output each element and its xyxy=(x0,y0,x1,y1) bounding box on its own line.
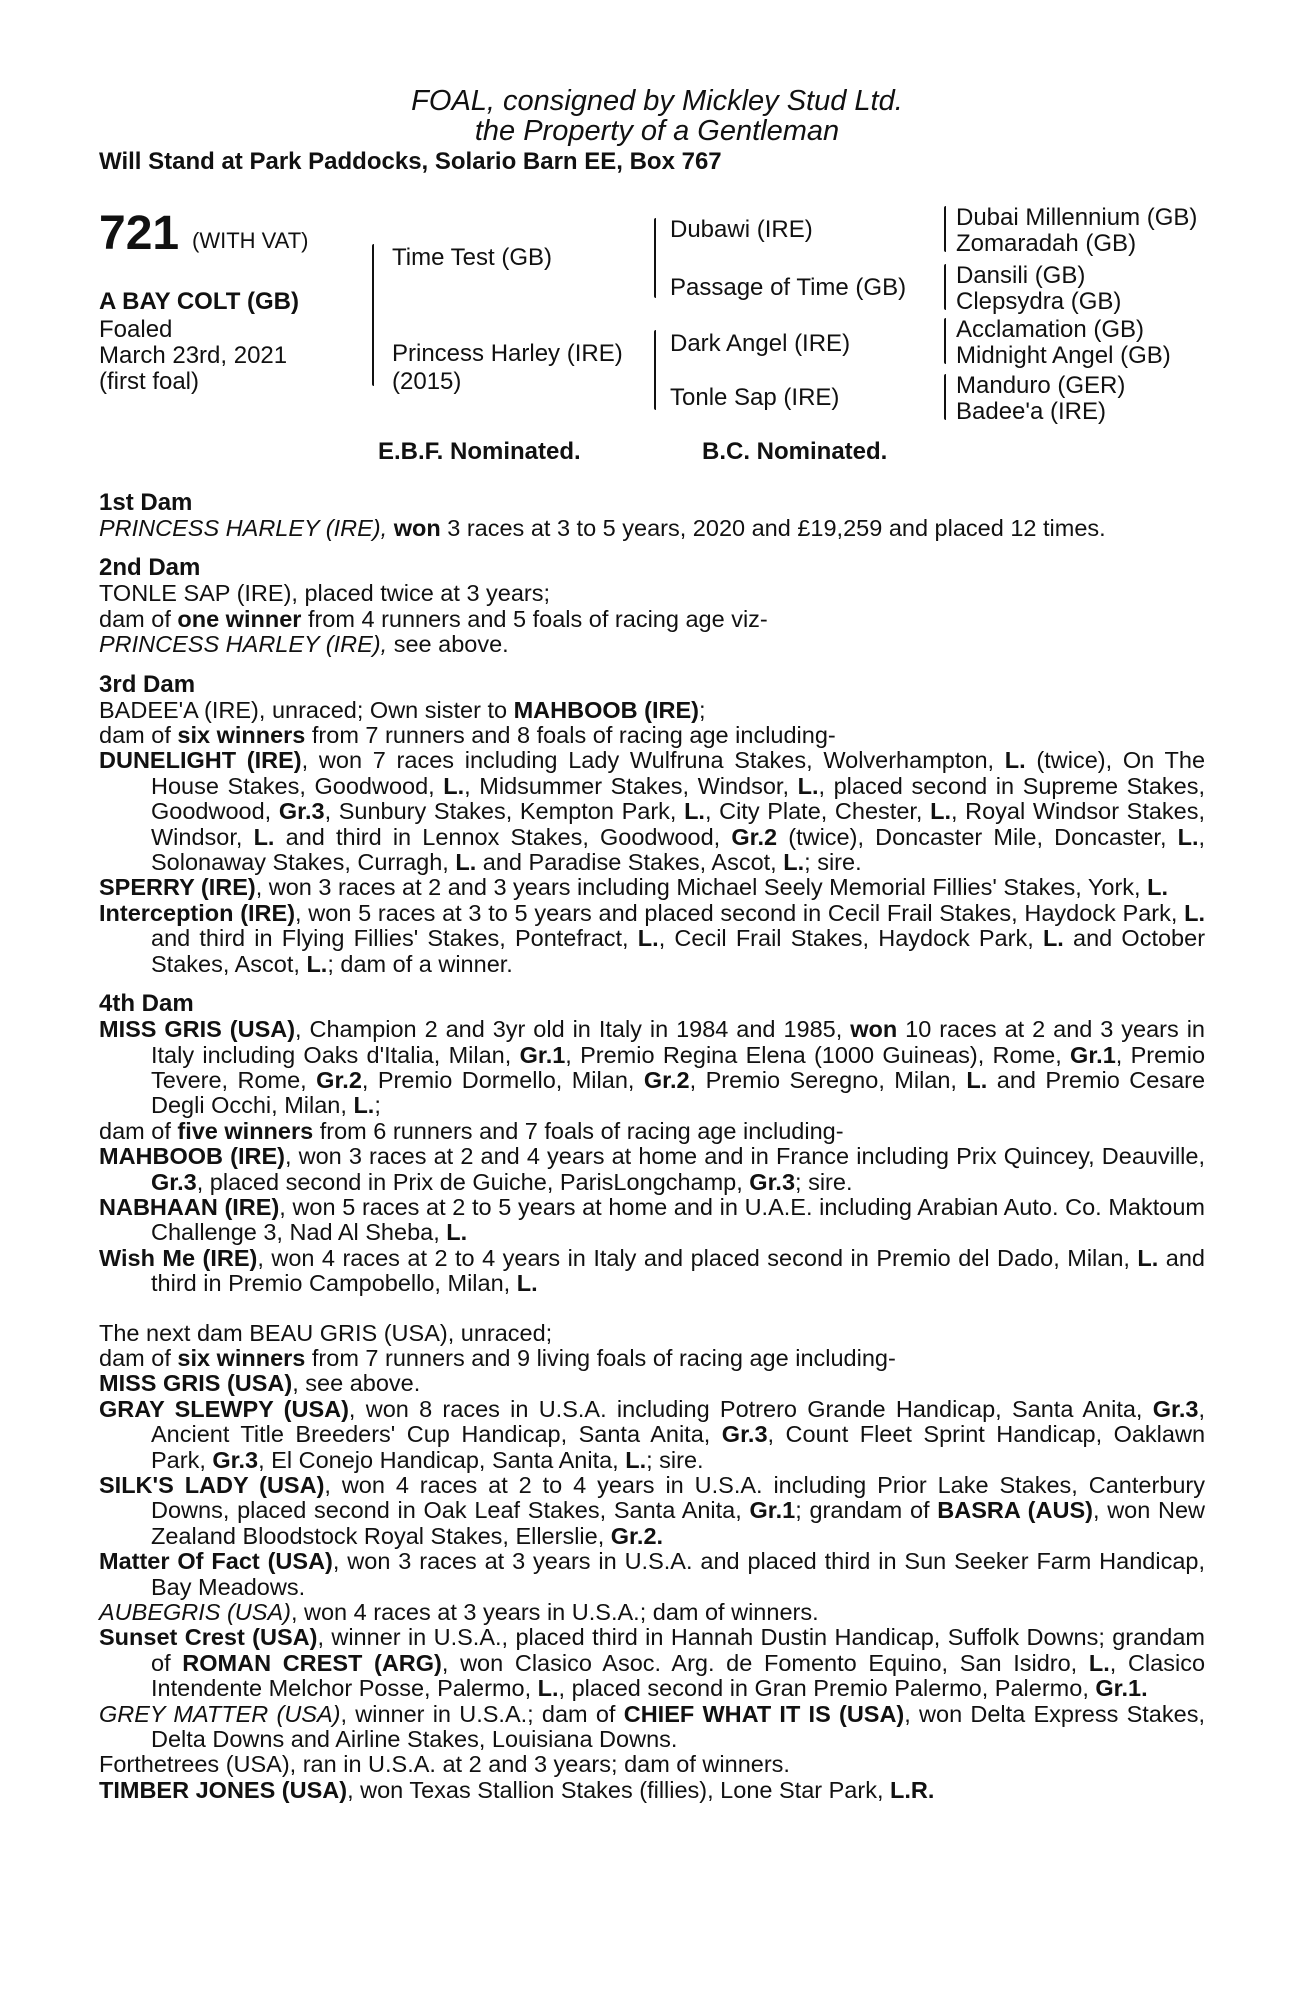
text-fragment: , won 3 races at 2 and 3 years including Michael Seely Memorial Fillies' Stakes, York, xyxy=(255,874,1141,901)
text-fragment: L. xyxy=(1004,747,1026,774)
text-fragment: from 4 runners and 5 foals of racing age viz- xyxy=(307,605,768,632)
produce-entry xyxy=(99,1246,1205,1297)
pedigree-brace-3c xyxy=(944,318,946,364)
text-fragment: L. xyxy=(684,798,705,825)
produce-entry xyxy=(99,1625,1205,1701)
gg-sire-3: Acclamation (GB) xyxy=(956,316,1145,343)
fourth-dam-title: 4th Dam xyxy=(99,990,194,1018)
text-fragment: L. xyxy=(1042,925,1064,952)
text-fragment: L. xyxy=(930,798,951,825)
pedigree-brace-2a xyxy=(654,218,656,298)
text-fragment: , Premio Dormello, Milan, xyxy=(361,1066,635,1093)
text-fragment: and third in Flying Fillies' Stakes, Pontefract, xyxy=(151,925,629,952)
foaled-label: Foaled xyxy=(99,316,173,343)
text-fragment: L. xyxy=(1137,1244,1159,1271)
text-fragment: L. xyxy=(443,772,465,799)
produce-entry xyxy=(99,1600,1205,1625)
winner-count: six winners xyxy=(177,1344,306,1371)
pedigree-brace-3a xyxy=(944,206,946,252)
text-fragment: see above. xyxy=(393,631,509,658)
text-fragment: , Premio Tevere, Rome, xyxy=(151,1041,1206,1093)
text-fragment: , winner in U.S.A., placed third in Hannah Dustin Handicap, Suffolk Downs; grandam of xyxy=(151,1624,1205,1676)
produce-entry xyxy=(99,1195,1205,1246)
text-fragment: , winner in U.S.A.; dam of xyxy=(340,1700,616,1727)
text-fragment: dam of xyxy=(99,722,171,749)
text-fragment: L. xyxy=(783,849,805,876)
text-fragment: , Champion 2 and 3yr old in Italy in 1984 and 1985, xyxy=(295,1016,843,1043)
produce-name: PRINCESS HARLEY (IRE), xyxy=(99,631,388,658)
text-fragment: L. xyxy=(253,823,275,850)
text-fragment: ; grandam of xyxy=(795,1497,930,1524)
next-dam-line-2 xyxy=(99,1346,1205,1371)
text-fragment: and Premio Cesare Degli Occhi, Milan, xyxy=(151,1066,1206,1119)
text-fragment: L. xyxy=(797,772,819,799)
sire-sire-name: Dubawi (IRE) xyxy=(670,216,813,243)
text-fragment: Gr.3 xyxy=(151,1168,197,1195)
text-fragment: L. xyxy=(353,1092,375,1119)
text-fragment: 10 races at 2 and 3 years in Italy including Oaks d'Italia, Milan, xyxy=(151,1016,1205,1068)
text-fragment: , won 5 races at 3 to 5 years and placed second in Cecil Frail Stakes, Haydock Park, xyxy=(295,899,1178,926)
winner-count: one winner xyxy=(177,605,302,632)
text-fragment: . xyxy=(1141,1675,1148,1702)
sire-name: Time Test (GB) xyxy=(392,244,553,271)
pedigree-brace-2b xyxy=(654,330,656,410)
winner-count: five winners xyxy=(177,1117,314,1144)
text-fragment: Gr.3 xyxy=(721,1421,768,1448)
text-fragment: , Midsummer Stakes, Windsor, xyxy=(464,772,789,799)
text-fragment: L. xyxy=(1147,874,1168,901)
produce-name: DUNELIGHT (IRE) xyxy=(99,747,302,774)
horse-name: MAHBOOB (IRE) xyxy=(513,696,699,723)
text-fragment: , won 4 races at 2 to 4 years in U.S.A. including Prior Lake Stakes, Canterbury Downs, placed second in Oak Leaf Stakes, Santa Anita, xyxy=(151,1472,1205,1524)
text-fragment: , see above. xyxy=(292,1370,421,1397)
produce-entry xyxy=(99,1549,1205,1600)
text-fragment: , El Conejo Handicap, Santa Anita, xyxy=(258,1446,619,1473)
text-fragment: L. xyxy=(1177,823,1199,850)
ebf-nomination: E.B.F. Nominated. xyxy=(378,438,581,465)
produce-entry xyxy=(99,1473,1205,1549)
text-fragment: L. xyxy=(1184,899,1205,926)
produce-entry xyxy=(99,1397,1205,1473)
first-dam-name: PRINCESS HARLEY (IRE), xyxy=(99,515,388,541)
text-fragment: Gr.3 xyxy=(749,1168,796,1195)
horse-name: BASRA (AUS) xyxy=(937,1497,1093,1524)
text-fragment: ; sire. xyxy=(646,1446,704,1473)
bc-nomination: B.C. Nominated. xyxy=(702,438,888,465)
text-fragment: , Ancient Title Breeders' Cup Handicap, Santa Anita, xyxy=(151,1395,1205,1448)
text-fragment: (twice), Doncaster Mile, Doncaster, xyxy=(788,823,1167,850)
foal-note: (first foal) xyxy=(99,368,200,395)
text-fragment: Gr.2 xyxy=(643,1066,690,1093)
produce-entry xyxy=(99,875,1205,900)
text-fragment: Gr.3 xyxy=(212,1446,259,1473)
text-fragment: , won Texas Stallion Stakes (fillies), Lone Star Park, xyxy=(347,1776,884,1803)
produce-name: Sunset Crest (USA) xyxy=(99,1624,318,1651)
dam-name: Princess Harley (IRE) xyxy=(392,340,623,367)
text-fragment: , won 5 races at 2 to 5 years at home and in U.A.E. including Arabian Auto. Co. Maktoum Challenge 3, Nad Al Sheba, xyxy=(151,1193,1205,1246)
fourth-dam-line-2 xyxy=(99,1119,1205,1144)
text-fragment: , Solonaway Stakes, Curragh, xyxy=(151,823,1206,876)
horse-name: ROMAN CREST (ARG) xyxy=(182,1649,442,1676)
first-dam-record: 3 races at 3 to 5 years, 2020 and £19,259 and placed 12 times. xyxy=(447,515,1106,541)
text-fragment: L. xyxy=(625,1446,647,1473)
produce-name: SILK'S LADY (USA) xyxy=(99,1472,325,1498)
text-fragment: L. xyxy=(455,849,477,876)
text-fragment: ; sire. xyxy=(804,849,862,876)
text-fragment: L. xyxy=(537,1675,559,1702)
lot-title: A BAY COLT (GB) xyxy=(99,288,300,315)
text-fragment: L. xyxy=(637,925,659,952)
produce-name: NABHAAN (IRE) xyxy=(99,1193,280,1220)
text-fragment: , placed second in Prix de Guiche, ParisLongchamp, xyxy=(196,1168,743,1195)
second-dam-produce xyxy=(99,632,1205,657)
produce-entry xyxy=(99,901,1205,977)
text-fragment: Gr.2 xyxy=(731,823,778,850)
text-fragment: Gr.1 xyxy=(519,1041,566,1068)
text-fragment: and October Stakes, Ascot, xyxy=(151,925,1206,977)
text-fragment: Gr.1 xyxy=(1095,1675,1142,1702)
produce-name: MISS GRIS (USA) xyxy=(99,1370,293,1397)
horse-name: CHIEF WHAT IT IS (USA) xyxy=(623,1700,905,1727)
foaled-date: March 23rd, 2021 xyxy=(99,342,288,369)
second-dam-line-2 xyxy=(99,607,1205,632)
text-fragment: , ran in U.S.A. at 2 and 3 years; dam of winners. xyxy=(289,1751,790,1778)
produce-entry xyxy=(99,1778,1205,1803)
second-dam-line-1: TONLE SAP (IRE), placed twice at 3 years; xyxy=(99,580,551,607)
text-fragment: from 7 runners and 9 living foals of racing age including- xyxy=(311,1344,896,1371)
text-fragment: dam of xyxy=(99,1344,171,1371)
produce-name: GREY MATTER (USA) xyxy=(99,1700,341,1727)
gg-sire-1: Dubai Millennium (GB) xyxy=(956,204,1198,231)
text-fragment: Gr.1 xyxy=(749,1497,796,1524)
first-dam-entry xyxy=(99,516,1205,541)
text-fragment: ; dam of a winner. xyxy=(327,950,513,977)
text-fragment: , won 3 races at 3 years in U.S.A. and placed third in Sun Seeker Farm Handicap, Bay Meadows. xyxy=(151,1548,1205,1600)
consignor-line: FOAL, consigned by Mickley Stud Ltd. xyxy=(411,85,903,117)
produce-entry xyxy=(99,1702,1205,1753)
produce-name: AUBEGRIS (USA) xyxy=(99,1599,291,1626)
text-fragment: won xyxy=(850,1016,898,1043)
text-fragment: dam of xyxy=(99,1117,171,1144)
produce-name: Forthetrees (USA) xyxy=(99,1751,290,1778)
text-fragment: L. xyxy=(306,950,328,977)
produce-name: SPERRY (IRE) xyxy=(99,874,256,901)
text-fragment: , Cecil Frail Stakes, Haydock Park, xyxy=(658,925,1034,952)
produce-entry xyxy=(99,1144,1205,1195)
text-fragment: Gr.2 xyxy=(610,1522,657,1549)
vat-note: (WITH VAT) xyxy=(192,228,309,253)
text-fragment: , won New Zealand Bloodstock Royal Stakes, Ellerslie, xyxy=(151,1497,1206,1549)
text-fragment: , Premio Regina Elena (1000 Guineas), Rome, xyxy=(565,1041,1062,1068)
text-fragment: , won 8 races in U.S.A. including Potrero Grande Handicap, Santa Anita, xyxy=(348,1395,1143,1422)
winner-count: six winners xyxy=(177,722,306,749)
text-fragment: BADEE'A (IRE), unraced; Own sister to xyxy=(99,696,508,723)
text-fragment: L. xyxy=(966,1066,988,1093)
text-fragment: , City Plate, Chester, xyxy=(704,798,923,825)
third-dam-line-2 xyxy=(99,723,1205,748)
text-fragment: , placed second in Supreme Stakes, Goodwood, xyxy=(151,772,1206,825)
dam-dam-name: Tonle Sap (IRE) xyxy=(670,384,840,411)
pedigree-brace-3b xyxy=(944,264,946,310)
property-line: the Property of a Gentleman xyxy=(474,115,840,147)
third-dam-title: 3rd Dam xyxy=(99,670,196,698)
text-fragment: , Clasico Intendente Melchor Posse, Palermo, xyxy=(151,1649,1206,1702)
produce-name: Wish Me (IRE) xyxy=(99,1244,258,1271)
text-fragment: , Count Fleet Sprint Handicap, Oaklawn Park, xyxy=(151,1421,1206,1473)
horse-name: MISS GRIS (USA) xyxy=(99,1016,296,1043)
text-fragment: ; xyxy=(374,1092,381,1119)
dam-line-text xyxy=(99,490,1205,1803)
text-fragment: L. xyxy=(446,1219,468,1246)
text-fragment: , Premio Seregno, Milan, xyxy=(689,1066,957,1093)
text-fragment: , won Clasico Asoc. Arg. de Fomento Equino, San Isidro, xyxy=(441,1649,1078,1676)
third-dam-line-1 xyxy=(99,698,1205,723)
won-label: won xyxy=(393,515,441,541)
pedigree-brace-3d xyxy=(944,374,946,420)
text-fragment: . xyxy=(656,1522,664,1549)
gg-dam-3: Midnight Angel (GB) xyxy=(956,342,1171,369)
text-fragment: and third in Premio Campobello, Milan, xyxy=(151,1244,1206,1297)
text-fragment: , won 7 races including Lady Wulfruna Stakes, Wolverhampton, xyxy=(301,747,995,774)
text-fragment: ; sire. xyxy=(795,1168,853,1195)
text-fragment: , placed second in Gran Premio Palermo, Palermo, xyxy=(558,1675,1089,1702)
first-dam-title: 1st Dam xyxy=(99,489,193,516)
gg-sire-4: Manduro (GER) xyxy=(956,372,1126,399)
text-fragment: , won 4 races at 3 years in U.S.A.; dam of winners. xyxy=(290,1599,819,1626)
sire-dam-name: Passage of Time (GB) xyxy=(670,274,907,301)
text-fragment: Gr.1 xyxy=(1070,1041,1116,1068)
text-fragment: (twice), On The House Stakes, Goodwood, xyxy=(151,747,1206,799)
text-fragment: dam of xyxy=(99,605,171,632)
produce-entry xyxy=(99,1752,1205,1777)
text-fragment: , won Delta Express Stakes, Delta Downs and Airline Stakes, Louisiana Downs. xyxy=(151,1700,1205,1753)
gg-dam-1: Zomaradah (GB) xyxy=(956,230,1137,257)
text-fragment: Gr.3 xyxy=(278,798,325,825)
next-dam-line-1: The next dam BEAU GRIS (USA), unraced; xyxy=(99,1319,553,1346)
text-fragment: , won 3 races at 2 and 4 years at home and in France including Prix Quincey, Deauville, xyxy=(284,1143,1205,1170)
lot-number: 721 xyxy=(99,207,180,260)
gg-sire-2: Dansili (GB) xyxy=(956,262,1086,289)
text-fragment: L. xyxy=(1088,1649,1110,1676)
text-fragment: ; xyxy=(698,696,706,723)
produce-name: GRAY SLEWPY (USA) xyxy=(99,1395,349,1422)
produce-entry xyxy=(99,748,1205,875)
dam-sire-name: Dark Angel (IRE) xyxy=(670,330,851,357)
produce-name: TIMBER JONES (USA) xyxy=(99,1776,348,1803)
stabling-line: Will Stand at Park Paddocks, Solario Barn EE, Box 767 xyxy=(99,148,722,175)
produce-name: MAHBOOB (IRE) xyxy=(99,1143,285,1170)
second-dam-title: 2nd Dam xyxy=(99,554,201,582)
produce-entry xyxy=(99,1371,1205,1396)
text-fragment: , Royal Windsor Stakes, Windsor, xyxy=(151,798,1206,850)
text-fragment: L.R. xyxy=(890,1776,935,1803)
produce-name: Interception (IRE) xyxy=(99,899,296,926)
text-fragment: and Paradise Stakes, Ascot, xyxy=(482,849,777,876)
text-fragment: L. xyxy=(516,1270,538,1297)
text-fragment: , Sunbury Stakes, Kempton Park, xyxy=(324,798,677,825)
text-fragment: Gr.2 xyxy=(316,1066,362,1093)
text-fragment: , won 4 races at 2 to 4 years in Italy and placed second in Premio del Dado, Milan, xyxy=(257,1244,1130,1271)
text-fragment: from 6 runners and 7 foals of racing age including- xyxy=(319,1117,844,1144)
fourth-dam-entry xyxy=(99,1017,1205,1119)
text-fragment: Gr.3 xyxy=(1152,1395,1199,1422)
pedigree-brace-1 xyxy=(372,244,374,386)
dam-year: (2015) xyxy=(392,368,462,395)
text-fragment: and third in Lennox Stakes, Goodwood, xyxy=(285,823,721,850)
produce-name: Matter Of Fact (USA) xyxy=(99,1548,333,1575)
gg-dam-2: Clepsydra (GB) xyxy=(956,288,1122,315)
gg-dam-4: Badee'a (IRE) xyxy=(956,398,1106,425)
text-fragment: from 7 runners and 8 foals of racing age including- xyxy=(311,722,836,749)
